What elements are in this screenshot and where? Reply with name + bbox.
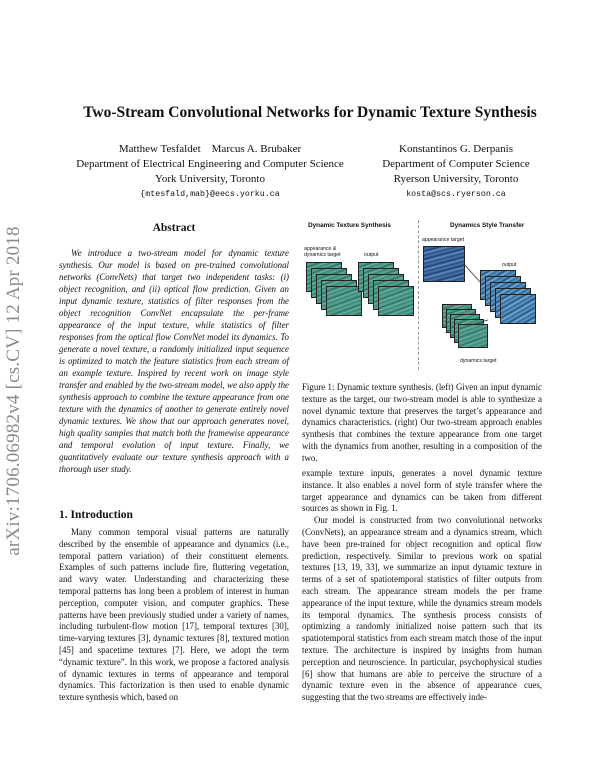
figure-right-title: Dynamics Style Transfer [450,222,525,229]
author-affiliation-left: Department of Electrical Engineering and Computer Science [76,158,344,170]
arxiv-identifier: arXiv:1706.06982v4 [cs.CV] 12 Apr 2018 [3,226,24,556]
arrow-line [464,264,480,282]
author-names-left: Matthew Tesfaldet Marcus A. Brubaker [118,143,302,155]
author-block-left [60,142,360,202]
figure-left-title: Dynamic Texture Synthesis [308,222,391,229]
introduction-heading: 1. Introduction [59,509,133,521]
label-appearance-target: appearance target [422,237,465,243]
label-output-left: output [364,252,379,258]
abstract-paragraph: We introduce a two-stream model for dynamic texture synthesis. Our model is based on pre-trained convolutional networks (ConvNets) that target two independent tasks: (i) object recognition, and (ii) optical flow prediction. Given an input dynamic texture, statistics of filter responses from the object recognition ConvNet encapsulate the per-frame appearance of the input texture, while statistics of filter responses from the optical flow ConvNet model its dynamics. To generate a novel texture, a randomly initialized input sequence is optimized to match the feature statistics from each stream of an example texture. Inspired by recent work on image style transfer and enabled by the two-stream model, we also apply the synthesis approach to combine the texture appearance from one texture with the dynamics of another to generate entirely novel dynamic textures. We show that our approach generates novel, high quality samples that match both the framewise appearance and temporal evolution of input texture. Finally, we quantitatively evaluate our texture synthesis approach with a thorough user study. [59,248,289,474]
figure-arrows [302,220,542,370]
author-institution-left: York University, Toronto [155,173,265,185]
author-names-right: Konstantinos G. Derpanis [399,143,513,155]
figure-1 [302,220,542,370]
introduction-text [59,527,289,704]
author-email-right[interactable]: kosta@scs.ryerson.ca [406,190,506,199]
author-email-left[interactable]: {mtesfald,mab}@eecs.yorku.ca [140,190,280,199]
abstract-heading: Abstract [152,222,196,234]
author-block-right [356,142,556,202]
right-paragraph-2: Our model is constructed from two convolutional networks (ConvNets), an appearance stream and a dynamics stream, which have been pre-trained for object recognition and optical flow prediction, respectively. Similar to previous work on spatial textures [13, 19, 33], we summarize an input dynamic texture in terms of a set of spatiotemporal statistics of filter outputs from each stream. The appearance stream models the per frame appearance of the input texture, while the dynamics stream models its temporal dynamics. The synthesis process consists of optimizing a randomly initialized noise pattern such that its spatiotemporal statistics from each stream match those of the input texture. The architecture is inspired by insights from human perception and neuroscience. In particular, psychophysical studies [6] show that humans are able to perceive the structure of a dynamic texture even in the absence of appearance cues, suggesting that the two streams are effectively inde- [302,515,542,703]
figure-1-caption: Figure 1: Dynamic texture synthesis. (left) Given an input dynamic texture as the target, our two-stream model is able to synthesize a novel dynamic texture that preserves the target’s appearance and dynamics characteristics. (right) Our two-stream approach enables synthesis that combines the texture appearance from one target with the dynamics from another, resulting in a composition of the two. [302,382,542,463]
right-paragraph-1: example texture inputs, generates a novel dynamic texture instance. It also enables a novel form of style transfer where the target appearance and dynamics can be taken from different sources as shown in Fig. 1. [302,468,542,514]
arrow-line [474,320,488,324]
label-output-right: output [502,262,517,268]
abstract-text [59,247,289,475]
author-affiliation-right: Department of Computer Science [382,158,530,170]
label-appearance-dynamics-target: appearance & dynamics target [304,246,341,258]
right-column-text [302,468,542,704]
introduction-paragraph: Many common temporal visual patterns are naturally described by the ensemble of appearance and dynamics (i.e., temporal pattern variation) of their constituent elements. Examples of such patterns include fire, fluttering vegetation, and wavy water. Understanding and characterizing these temporal patterns has long been a problem of interest in human perception, computer vision, and computer graphics. These patterns have been previously studied under a variety of names, including turbulent-flow motion [17], temporal textures [30], time-varying textures [3], dynamic textures [8], textured motion [45] and spacetime textures [7]. Here, we adopt the term “dynamic texture”. In this work, we propose a factored analysis of dynamic textures in terms of appearance and temporal dynamics. This factorization is then used to enable dynamic texture synthesis which, based on [59,527,289,703]
label-dynamics-target: dynamics target [460,358,497,364]
author-institution-right: Ryerson University, Toronto [393,173,519,185]
paper-title: Two-Stream Convolutional Networks for Dynamic Texture Synthesis [83,104,537,121]
